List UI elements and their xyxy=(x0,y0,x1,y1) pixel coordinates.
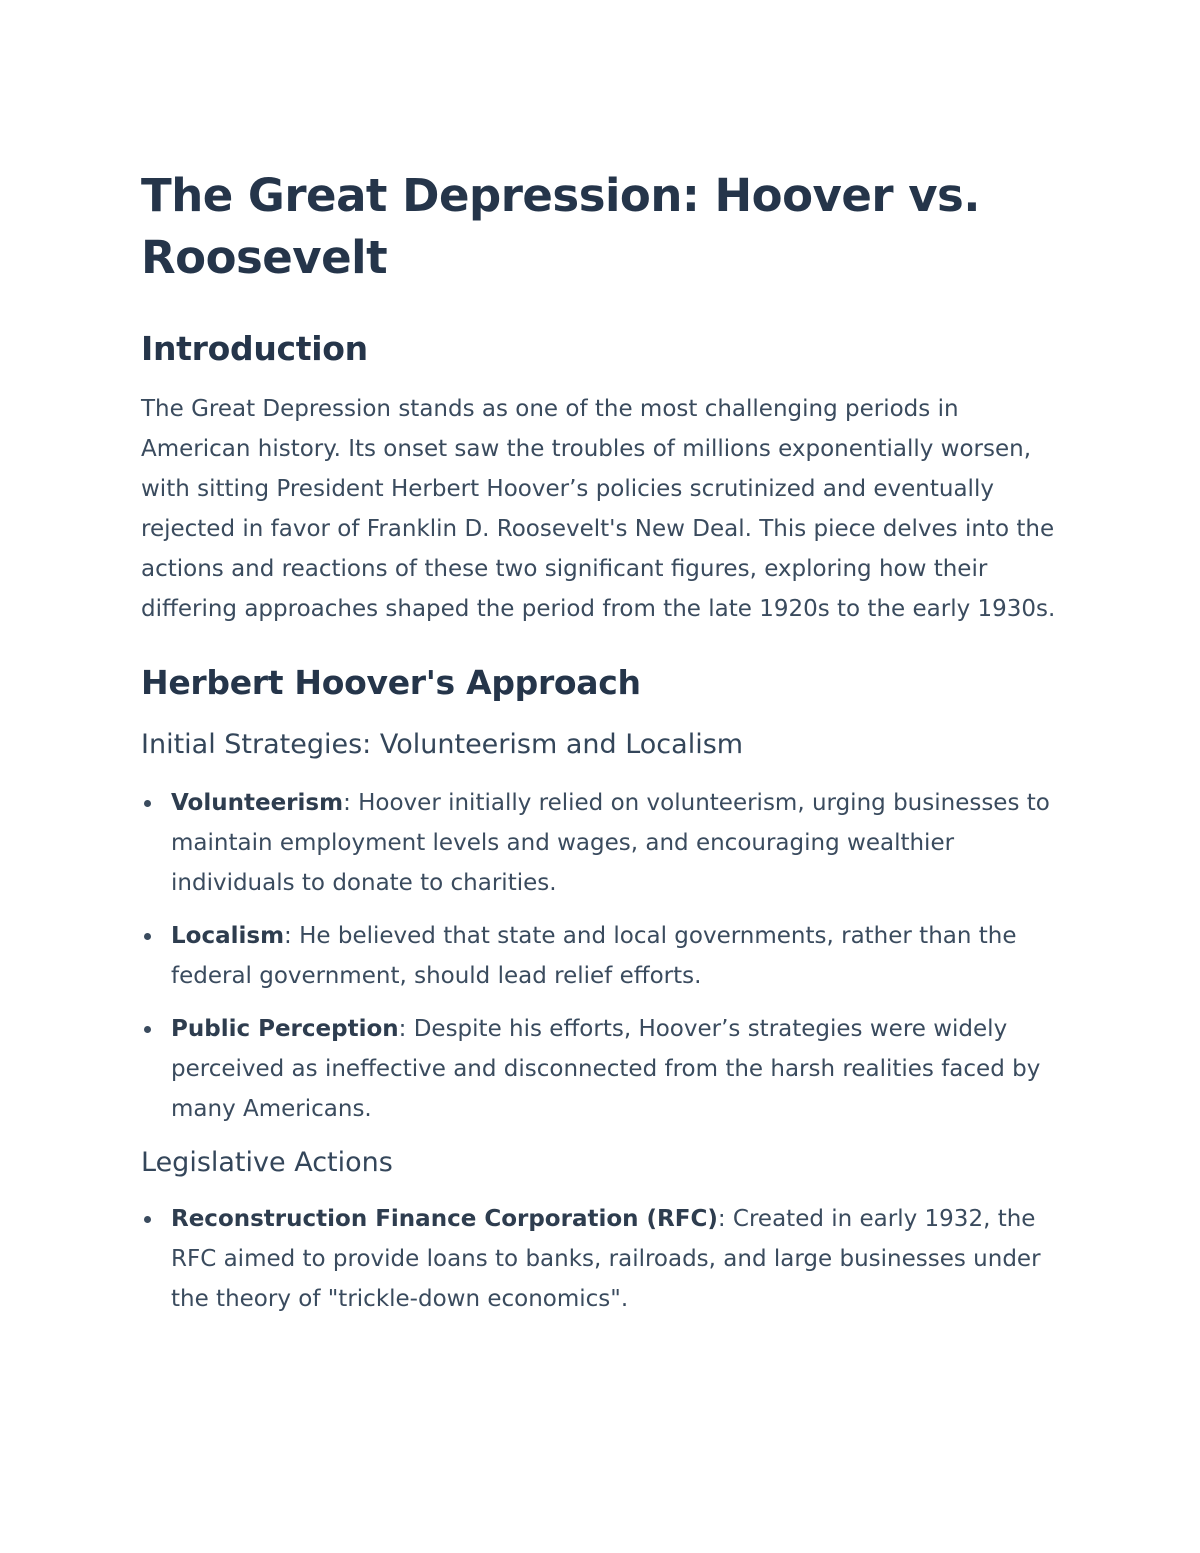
subsection-heading-initial-strategies: Initial Strategies: Volunteerism and Localism xyxy=(141,729,744,760)
list-item-term: Public Perception xyxy=(171,1016,399,1042)
list-item-term: Volunteerism xyxy=(171,790,344,816)
list-item-term: Localism xyxy=(171,923,285,949)
bullet-icon xyxy=(144,1216,151,1223)
initial-strategies-list xyxy=(141,783,1061,1129)
legislative-actions-list xyxy=(141,1199,1061,1319)
list-item xyxy=(141,1009,1061,1129)
list-item-text: : Created in early 1932, the RFC aimed to provide loans to banks, railroads, and large businesses under the theory of "trickle-down economics". xyxy=(171,1206,1041,1312)
bullet-icon xyxy=(144,933,151,940)
section-heading-introduction: Introduction xyxy=(141,329,368,368)
list-item-text: : He believed that state and local governments, rather than the federal government, should lead relief efforts. xyxy=(171,923,1017,989)
list-item-term: Reconstruction Finance Corporation (RFC) xyxy=(171,1206,718,1232)
bullet-icon xyxy=(144,800,151,807)
list-item xyxy=(141,916,1061,996)
section-heading-hoover-approach: Herbert Hoover's Approach xyxy=(141,663,641,702)
bullet-icon xyxy=(144,1026,151,1033)
list-item xyxy=(141,783,1061,903)
document-page xyxy=(141,165,1061,1332)
introduction-paragraph: The Great Depression stands as one of the most challenging periods in American history. Its onset saw the troubles of millions exponentially worsen, with sitting President Herbert Hoover’s policies scrutinized and eventually rejected in favor of Franklin D. Roosevelt's New Deal. This piece delves into the actions and reactions of these two significant figures, exploring how their differing approaches shaped the period from the late 1920s to the early 1930s. xyxy=(141,396,1056,622)
document-title: The Great Depression: Hoover vs. Roosevelt xyxy=(141,169,980,284)
list-item xyxy=(141,1199,1061,1319)
list-item-text: : Despite his efforts, Hoover’s strategies were widely perceived as ineffective and disconnected from the harsh realities faced by many Americans. xyxy=(171,1016,1041,1122)
list-item-text: : Hoover initially relied on volunteerism, urging businesses to maintain employment levels and wages, and encouraging wealthier individuals to donate to charities. xyxy=(171,790,1050,896)
subsection-heading-legislative-actions: Legislative Actions xyxy=(141,1147,393,1178)
